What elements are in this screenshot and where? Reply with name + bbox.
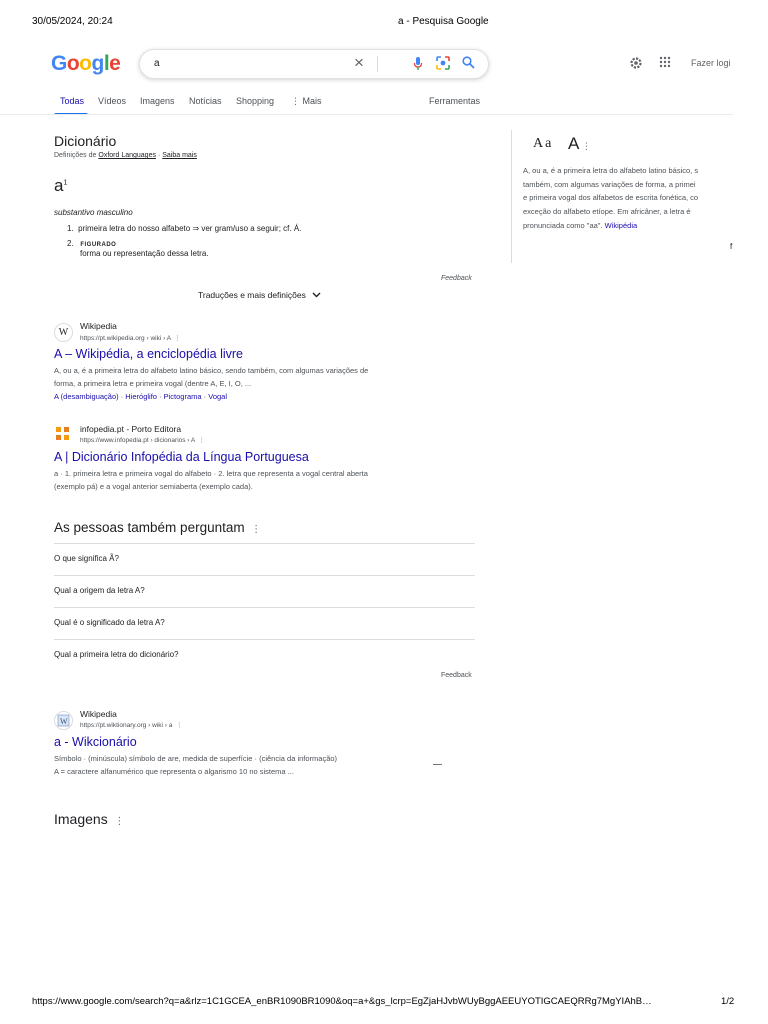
result-title[interactable]: A – Wikipédia, a enciclopédia livre [54,347,243,361]
apps-grid-icon[interactable] [659,56,671,68]
definition-2-text: forma ou representação dessa letra. [80,249,209,258]
login-button[interactable]: Fazer logi [691,58,731,68]
tab-noticias[interactable]: Notícias [189,96,222,106]
more-definitions-button[interactable]: Traduções e mais definições [198,290,321,300]
chevron-down-icon [312,292,321,298]
wikipedia-favicon: W [54,323,73,342]
result-url[interactable]: https://pt.wiktionary.org › wiki › a ⋮ [80,722,183,729]
header-divider [0,114,733,115]
oxford-link[interactable]: Oxford Languages [98,152,156,159]
more-vert-icon: ⋮ [248,524,262,535]
glyph-image: Aa [533,136,554,151]
result-site-name: Wikipedia [80,321,117,331]
wikipedia-link[interactable]: Wikipédia [604,220,638,230]
result-site-name: Wikipedia [80,709,117,719]
paa-title: As pessoas também perguntam ⋮ [54,520,262,535]
tab-videos[interactable]: Vídeos [98,96,127,106]
paa-divider [54,543,475,544]
tab-todas[interactable]: Todas [60,96,85,106]
result-snippet: Símbolo · (minúscula) símbolo de are, medida de superfície · (ciência da informação) A = caractere alfanumérico que representa o algarismo 10 no sistema ... [54,754,338,776]
paa-divider [54,607,475,608]
clear-icon[interactable]: × [354,53,364,72]
svg-text:W: W [60,717,68,726]
knowledge-panel-description: A, ou a, é a primeira letra do alfabeto latino básico, s também, com algumas variações de forma, a primei e primeira vogal dos alfabetos de escrita fonética, co exceção do alfabeto etíope. Em africâner, a letra é pronunciada como "aa". Wikipédia [523,166,699,230]
paa-question[interactable]: Qual é o significado da letra A? [54,618,165,627]
more-vert-icon: ⋮ [174,722,183,729]
result-snippet: A, ou a, é a primeira letra do alfabeto latino básico, sendo também, com algumas variações de forma, a primeira letra e primeira vogal (dentre A, E, I, O, ... [54,366,369,388]
tab-mais[interactable]: ⋮ Mais [291,96,322,106]
result-url[interactable]: https://www.infopedia.pt › dicionarios › A ⋮ [80,437,206,444]
search-input[interactable]: a [154,58,160,69]
google-logo[interactable]: Google [51,52,121,75]
paa-question[interactable]: Qual a origem da letra A? [54,586,145,595]
paa-question[interactable]: Qual a primeira letra do dicionário? [54,650,179,659]
search-box[interactable] [139,49,489,79]
knowledge-panel-border [511,130,512,263]
definition-1: 1. primeira letra do nosso alfabeto ⇒ ver gram/uso a seguir; cf. Á. [67,224,302,233]
infopedia-favicon [54,425,71,442]
tab-shopping[interactable]: Shopping [236,96,275,106]
tab-imagens[interactable]: Imagens [140,96,175,106]
result-site-name: infopedia.pt - Porto Editora [80,424,182,434]
lens-icon[interactable] [436,56,450,70]
settings-icon[interactable] [629,56,643,70]
footer-url: https://www.google.com/search?q=a&rlz=1C1GCEA_enBR1090BR1090&oq=a+&gs_lcrp=EgZjaHJvbWUyBggAEEUYOTIGCAEQRRg7MgYIAhB… [32,996,652,1007]
share-icon[interactable]: f [730,242,733,251]
images-section-title: Imagens ⋮ [54,811,125,827]
more-vert-icon: ⋮ [291,96,303,106]
more-vert-icon: ⋮ [111,816,125,827]
paa-question[interactable]: O que significa Ã? [54,554,119,563]
more-vert-icon: ⋮ [172,335,181,342]
result-sublinks[interactable]: A (desambiguação) · Hieróglifo · Pictograma · Vogal [54,392,227,401]
part-of-speech: substantivo masculino [54,208,133,217]
print-title: a - Pesquisa Google [398,16,489,27]
mic-icon[interactable] [413,56,423,71]
result-title[interactable]: A | Dicionário Infopédia da Língua Portuguesa [54,450,309,464]
print-date: 30/05/2024, 20:24 [32,16,113,27]
thumbnail-placeholder [433,764,442,765]
paa-feedback[interactable]: Feedback [441,672,472,679]
glyph-image-large: A ⋮ [568,134,591,153]
dictionary-source: Definições de Oxford Languages · Saiba mais [54,152,197,159]
dictionary-word: $a^1$ [54,176,68,195]
search-divider [377,56,378,72]
dictionary-title: Dicionário [54,133,117,149]
result-url[interactable]: https://pt.wikipedia.org › wiki › A ⋮ [80,335,181,342]
dictionary-feedback[interactable]: Feedback [441,275,472,282]
paa-divider [54,639,475,640]
definition-2: 2. FIGURADO [67,239,117,248]
wiktionary-favicon [54,711,73,730]
tools-button[interactable]: Ferramentas [429,96,481,106]
learn-more-link[interactable]: Saiba mais [162,152,197,159]
page-number: 1/2 [721,996,735,1007]
result-title[interactable]: a - Wikcionário [54,735,137,749]
search-icon[interactable] [462,56,475,69]
more-vert-icon: ⋮ [196,437,206,444]
result-snippet: a · 1. primeira letra e primeira vogal do alfabeto · 2. letra que representa a vogal central aberta (exemplo pá) e a vogal anterior semiaberta (exemplo cada). [54,469,368,491]
paa-divider [54,575,475,576]
